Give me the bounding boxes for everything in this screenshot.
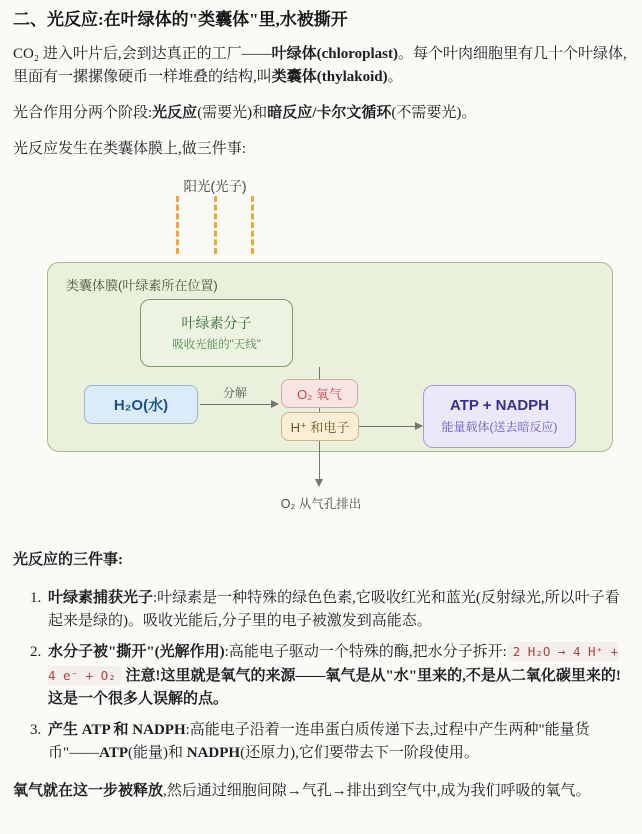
- list-item-text: 水分子被"撕开"(光解作用):高能电子驱动一个特殊的酶,把水分子拆开: 2 H₂O → 4 H⁺ + 4 e⁻ + O₂ 注意!这里就是氧气的来源——氧气是从"水"里来的,不是从二氧化碳里来的!这是一个很多人误解的点。: [48, 644, 621, 707]
- atp-subtitle: 能量载体(送去暗反应): [441, 420, 558, 435]
- three-things-intro-paragraph: 光反应发生在类囊体膜上,做三件事:: [13, 141, 246, 158]
- list-item-number: 3.: [30, 722, 42, 739]
- membrane-label: 类囊体膜(叶绿素所在位置): [66, 277, 218, 293]
- ordered-list: [30, 587, 628, 766]
- oxygen-box: O₂ 氧气: [281, 379, 358, 408]
- list-item-1: [30, 587, 628, 634]
- list-item-2: [30, 641, 628, 711]
- electron-box: H⁺ 和电子: [281, 412, 359, 441]
- split-label: 分解: [222, 385, 247, 400]
- chlorophyll-subtitle: 吸收光能的"天线": [172, 339, 261, 352]
- list-item-text: 产生 ATP 和 NADPH:高能电子沿着一连串蛋白质传递下去,过程中产生两种"能量货币"——ATP(能量)和 NADPH(还原力),它们要带去下一阶段使用。: [48, 722, 590, 762]
- page-title: 二、光反应:在叶绿体的"类囊体"里,水被撕开: [13, 10, 348, 29]
- atp-nadph-box: [423, 385, 576, 448]
- sunlight-ray-icon: [214, 196, 217, 254]
- list-item-3: [30, 719, 628, 766]
- to-atp-arrow: [359, 426, 416, 427]
- intro-paragraph: CO₂ 进入叶片后,会到达真正的工厂——叶绿体(chloroplast)。每个叶肉细胞里有几十个叶绿体,里面有一摞摞像硬币一样堆叠的结构,叫类囊体(thylakoid)。: [13, 45, 627, 85]
- water-box: H₂O(水): [84, 385, 198, 424]
- water-split-arrow: [200, 404, 272, 405]
- list-item-number: 2.: [30, 644, 42, 661]
- final-paragraph: 氧气就在这一步被释放,然后通过细胞间隙→气孔→排出到空气中,成为我们呼吸的氧气。: [13, 782, 591, 799]
- list-item-number: 1.: [30, 589, 42, 606]
- stages-paragraph: 光合作用分两个阶段:光反应(需要光)和暗反应/卡尔文循环(不需要光)。: [13, 105, 477, 122]
- oxygen-exit-label: O₂ 从气孔排出: [280, 496, 362, 511]
- sunlight-label: 阳光(光子): [183, 178, 247, 194]
- sunlight-ray-icon: [176, 196, 179, 254]
- list-item-text: 叶绿素捕获光子:叶绿素是一种特殊的绿色色素,它吸收红光和蓝光(反射绿光,所以叶子看起来是绿的)。吸收光能后,分子里的电子被激发到高能态。: [48, 589, 620, 630]
- sunlight-ray-icon: [251, 196, 254, 254]
- chlorophyll-box: [140, 299, 293, 367]
- atp-title: ATP + NADPH: [449, 397, 550, 415]
- chlorophyll-title: 叶绿素分子: [181, 315, 252, 332]
- three-things-heading: 光反应的三件事:: [13, 551, 123, 568]
- light-reaction-diagram: [0, 171, 642, 519]
